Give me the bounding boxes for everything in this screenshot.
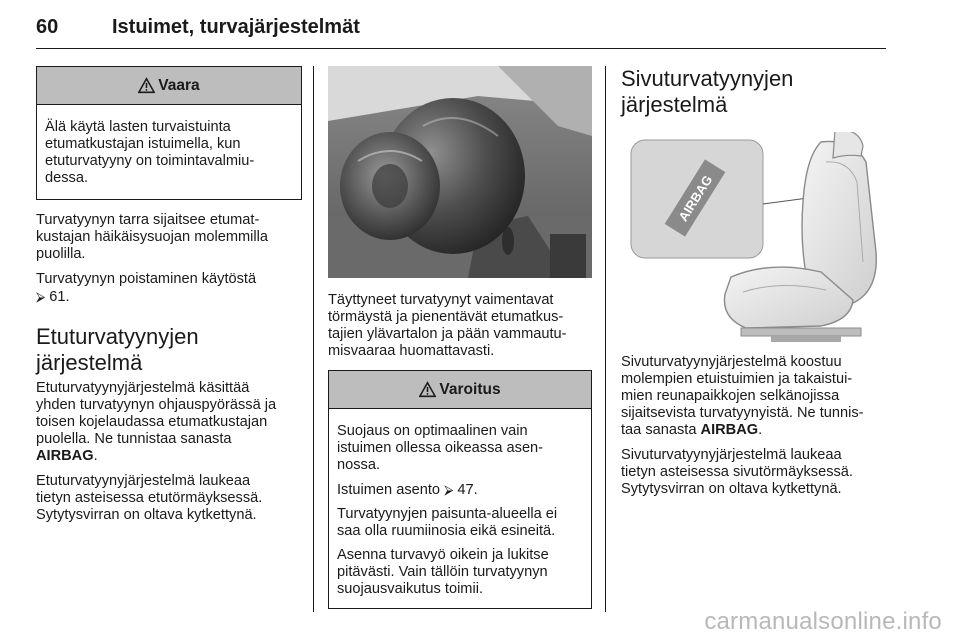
front-airbag-description: Etuturvatyynyjärjestelmä käsittää yhden turvatyynyn ohjauspyörässä ja toisen kojelaudassa etumatkustajan puolella. Ne tunnistaa sanasta AIRBAG.: [36, 380, 277, 464]
column-2: [328, 66, 592, 609]
warning-text-1: Suojaus on optimaalinen vain istuimen ollessa oikeassa asen- nossa.: [337, 423, 544, 473]
side-airbag-deployment: Sivuturvatyynyjärjestelmä laukeaa tietyn asteisessa sivutörmäyksessä. Sytytysvirran on oltava kytkettynä.: [621, 447, 853, 497]
column-divider-1: [313, 66, 314, 612]
section-heading-front-airbags: Etuturvatyynyjen järjestelmä: [36, 324, 199, 375]
column-1: [36, 66, 302, 532]
warning-triangle-icon: [419, 381, 436, 398]
danger-text: Älä käytä lasten turvaistuinta etumatkustajan istuimella, kun etuturvatyyny on toimintavalmiu- dessa.: [45, 119, 255, 186]
warning-text-4: Asenna turvavyö oikein ja lukitse pitävästi. Vain tällöin turvatyynyn suojausvaikutus toimii.: [337, 547, 549, 597]
seat-airbag-illustration: [621, 132, 887, 346]
warning-box: [328, 370, 592, 609]
warning-text-2: Istuimen asento ⮚ 47.: [337, 482, 478, 498]
page-ref-link[interactable]: 61.: [49, 289, 70, 305]
danger-box-heading: [37, 67, 301, 105]
footer-watermark: carmanualsonline.info: [704, 608, 942, 635]
warning-box-heading: [329, 371, 591, 409]
page-number: 60: [36, 16, 59, 38]
warning-box-title: Varoitus: [439, 380, 501, 398]
airbag-tag-label: AIRBAG: [675, 172, 716, 224]
page-header: [36, 14, 886, 48]
deactivation-paragraph: Turvatyynyn poistaminen käytöstä ⮚ 61.: [36, 271, 257, 305]
page-ref-link[interactable]: 47.: [457, 482, 478, 498]
page-ref-arrow-icon: ⮚: [36, 289, 46, 304]
section-heading-side-airbags: Sivuturvatyynyjen järjestelmä: [621, 66, 794, 117]
warning-triangle-icon: [138, 77, 155, 94]
airbag-keyword: AIRBAG: [700, 422, 759, 438]
side-airbag-description: Sivuturvatyynyjärjestelmä koostuu molempien etuistuimien ja takaistui- mien reunapaikkojen selkänojissa sijaitsevista turvatyynyistä. Ne tunnis- taa sanasta AIRBAG.: [621, 354, 864, 438]
sticker-location-paragraph: Turvatyynyn tarra sijaitsee etumat- kustajan häikäisysuojan molemmilla puolilla.: [36, 212, 268, 262]
page-ref-arrow-icon: ⮚: [444, 482, 454, 497]
danger-box: [36, 66, 302, 200]
illustration-caption: Täyttyneet turvatyynyt vaimentavat törmäystä ja pienentävät etumatkus- tajien ylävartalon ja pään vammautu- misvaaraa huomattavasti.: [328, 292, 567, 359]
danger-box-title: Vaara: [158, 76, 200, 94]
airbag-keyword: AIRBAG: [36, 448, 94, 464]
header-rule: [36, 48, 886, 49]
running-title: Istuimet, turvajärjestelmät: [112, 16, 360, 38]
warning-text-3: Turvatyynyjen paisunta-alueella ei saa olla ruumiinosia eikä esineitä.: [337, 506, 558, 539]
column-divider-2: [605, 66, 606, 612]
front-airbag-deployment: Etuturvatyynyjärjestelmä laukeaa tietyn asteisessa etutörmäyksessä. Sytytysvirran on oltava kytkettynä.: [36, 473, 263, 523]
column-3: [621, 66, 887, 506]
deployed-airbags-illustration: [328, 66, 592, 278]
